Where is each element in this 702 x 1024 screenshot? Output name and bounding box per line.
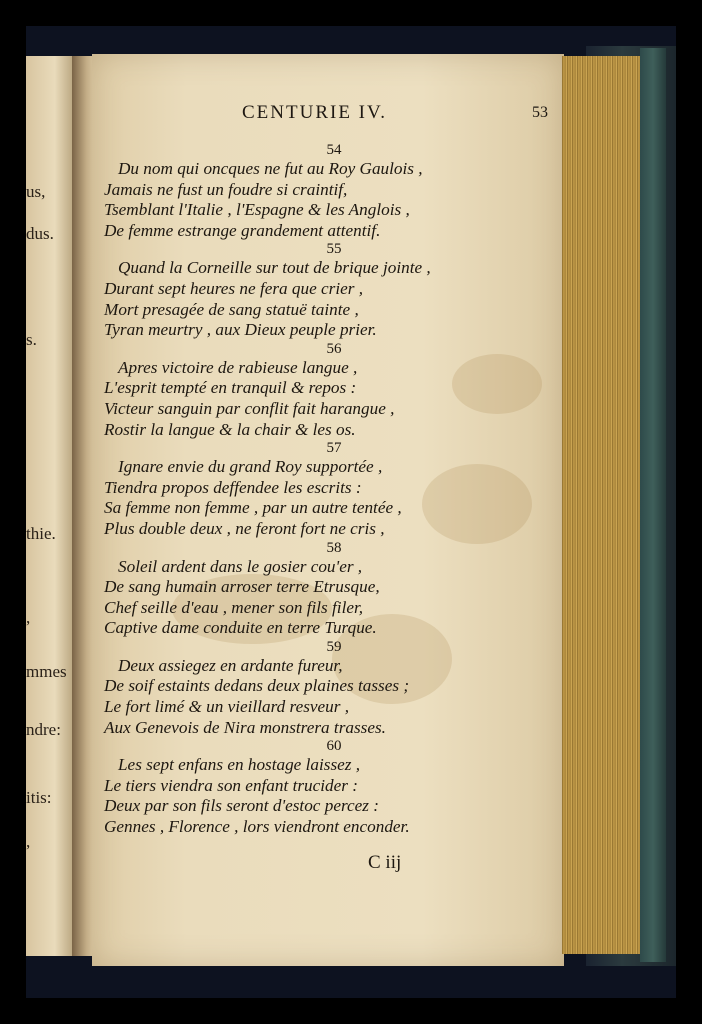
verse-line: Du nom qui oncques ne fut au Roy Gaulois , [118, 159, 423, 178]
left-fragment: , [26, 608, 31, 627]
verse-line: De sang humain arroser terre Etrusque, [104, 577, 380, 597]
left-fragment: mmes [26, 662, 67, 681]
quatrain-number: 60 [326, 738, 342, 755]
verse-line: Captive dame conduite en terre Turque. [104, 618, 377, 638]
quatrain [104, 440, 544, 539]
quatrain-number: 58 [326, 539, 342, 556]
verse-line: Sa femme non femme , par un autre tentée , [104, 498, 402, 518]
verse-line: Tiendra propos deffendee les escrits : [104, 477, 362, 497]
quatrain-number: 55 [326, 241, 342, 258]
verse-line: Jamais ne fust un foudre si craintif, [104, 179, 348, 199]
left-page-edge [26, 56, 76, 956]
verse-line: Apres victoire de rabieuse langue , [118, 357, 358, 377]
verse-line: Quand la Corneille sur tout de brique jointe , [118, 258, 431, 278]
quatrain [104, 639, 544, 738]
verse-line: L'esprit tempté en tranquil & repos : [104, 378, 357, 398]
verse-line: Ignare envie du grand Roy supportée , [118, 457, 383, 477]
verse-line: Rostir la langue & la chair & les os. [104, 419, 356, 439]
quatrain [104, 738, 544, 837]
verse-line: Soleil ardent dans le gosier cou'er , [118, 556, 363, 576]
book-cover-edge [640, 48, 666, 962]
left-fragment: , [26, 832, 31, 851]
verse-line: Tsemblant l'Italie , l'Espagne & les Anglois , [104, 200, 410, 220]
verse-line: De soif estaints dedans deux plaines tasses ; [104, 676, 410, 696]
page-number: 53 [532, 104, 548, 121]
verse-line: Le fort limé & un vieillard resveur , [104, 697, 350, 717]
quatrain [104, 341, 544, 440]
signature-mark: C iij [368, 852, 402, 873]
left-fragment: thie. [26, 524, 56, 543]
verse-line: Gennes , Florence , lors viendront enconder. [104, 817, 410, 837]
quatrain-number: 54 [326, 142, 342, 158]
verse-line: Aux Genevois de Nira monstrera trasses. [104, 717, 386, 737]
quatrain-number: 57 [326, 440, 342, 457]
left-fragment: s. [26, 330, 37, 349]
verse-line: De femme estrange grandement attentif. [104, 220, 381, 240]
verse-line: Deux assiegez en ardante fureur, [118, 655, 343, 675]
gilt-page-edges [562, 56, 643, 954]
left-fragment: ndre: [26, 720, 61, 739]
verse-line: Plus double deux , ne feront fort ne cris , [104, 518, 385, 538]
quatrain [104, 241, 544, 340]
running-head: CENTURIE IV. [242, 102, 388, 123]
quatrain [104, 540, 544, 639]
left-fragment: us, [26, 182, 46, 201]
verse-line: Tyran meurtry , aux Dieux peuple prier. [104, 320, 377, 340]
verse-line: Les sept enfans en hostage laissez , [118, 755, 361, 775]
verse-line: Victeur sanguin par conflit fait harangue , [104, 398, 395, 418]
verse-line: Durant sept heures ne fera que crier , [104, 278, 364, 298]
verse-line: Deux par son fils seront d'estoc percez : [104, 796, 379, 816]
left-fragment: itis: [26, 788, 52, 807]
quatrain [104, 142, 544, 241]
quatrain-number: 59 [326, 638, 342, 655]
quatrain-number: 56 [326, 340, 342, 357]
verse-line: Mort presagée de sang statuë tainte , [104, 299, 359, 319]
right-page [92, 54, 564, 966]
page-header [92, 102, 564, 132]
verse-block [104, 142, 544, 838]
left-fragment: dus. [26, 224, 54, 243]
book-scan [26, 26, 676, 998]
verse-line: Le tiers viendra son enfant trucider : [104, 775, 358, 795]
verse-line: Chef seille d'eau , mener son fils filer, [104, 597, 364, 617]
